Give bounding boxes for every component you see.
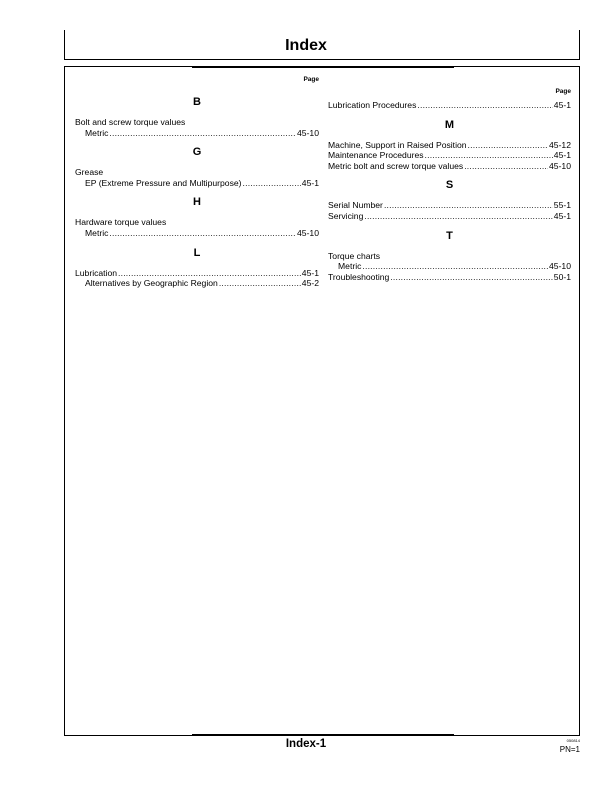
box-top-accent	[192, 66, 454, 68]
index-entry[interactable]	[328, 140, 571, 151]
page-title: Index	[285, 37, 327, 54]
index-entry-text: Serial Number	[328, 200, 383, 211]
dot-leader	[417, 100, 552, 111]
index-heading: Torque charts	[328, 250, 381, 261]
index-entry-text: Lubrication Procedures	[328, 100, 417, 110]
index-entry[interactable]	[328, 200, 571, 211]
header-bottom-rule	[64, 59, 580, 60]
index-entry-page: 45-1	[553, 150, 571, 161]
page-column-label: Page	[303, 76, 319, 83]
index-entry[interactable]	[75, 228, 319, 239]
section-letter: G	[192, 146, 202, 159]
index-entry-text: Metric bolt and screw torque values	[328, 160, 464, 171]
index-entry-page: 45-1	[553, 210, 571, 221]
dot-leader	[364, 211, 552, 222]
index-entry-page: 45-10	[549, 160, 571, 171]
index-entry-text: Machine, Support in Raised Position	[328, 139, 467, 150]
index-right-column	[328, 88, 571, 282]
section-letter: S	[445, 179, 454, 192]
dot-leader	[425, 150, 553, 161]
dot-leader	[118, 268, 301, 279]
index-entry-text: Maintenance Procedures	[328, 150, 424, 161]
section-letter: L	[193, 246, 201, 259]
index-entry-text: EP (Extreme Pressure and Multipurpose)	[85, 177, 242, 188]
index-entry-page: 45-10	[549, 261, 571, 272]
index-entry-page: 45-1	[301, 177, 319, 188]
dot-leader	[109, 228, 296, 239]
dot-leader	[109, 128, 296, 139]
index-entry[interactable]	[328, 272, 571, 283]
index-left-column	[75, 76, 319, 289]
index-entry-page: 45-2	[301, 278, 319, 289]
index-entry-page: 45-10	[297, 127, 319, 138]
page-number: Index-1	[285, 738, 327, 750]
index-entry-page: 50-1	[553, 271, 571, 282]
dot-leader	[243, 178, 301, 189]
index-entry[interactable]	[328, 100, 571, 111]
dot-leader	[464, 161, 548, 172]
index-heading: Hardware torque values	[75, 217, 167, 228]
index-entry[interactable]	[328, 211, 571, 222]
index-entry-text: Metric	[85, 227, 109, 238]
index-entry-text: Troubleshooting	[328, 271, 390, 282]
section-letter: M	[444, 118, 455, 131]
index-entry-page: 45-1	[553, 100, 571, 110]
index-entry-page: 45-10	[297, 227, 319, 238]
dot-leader	[362, 261, 548, 272]
index-entry[interactable]	[328, 261, 571, 272]
index-entry-page: 45-1	[301, 267, 319, 278]
index-heading: Grease	[75, 167, 104, 178]
dot-leader	[219, 278, 301, 289]
index-entry[interactable]	[328, 150, 571, 161]
index-entry-text: Metric	[338, 261, 362, 272]
index-entry-text: Alternatives by Geographic Region	[85, 278, 218, 289]
box-bottom-accent	[192, 734, 454, 736]
index-entry-text: Servicing	[328, 210, 364, 221]
dot-leader	[384, 200, 553, 211]
page-column-label: Page	[555, 88, 571, 95]
index-entry-page: 55-1	[553, 200, 571, 211]
index-heading: Bolt and screw torque values	[75, 117, 186, 127]
index-entry[interactable]	[75, 128, 319, 139]
section-letter: H	[193, 196, 201, 209]
index-entry[interactable]	[75, 278, 319, 289]
dot-leader	[390, 272, 552, 283]
section-letter: T	[446, 229, 453, 242]
index-entry-text: Lubrication	[75, 267, 118, 278]
index-entry[interactable]	[328, 161, 571, 172]
index-entry-page: 45-12	[549, 139, 571, 150]
section-letter: B	[193, 96, 201, 108]
index-entry[interactable]	[75, 178, 319, 189]
document-code: 050814	[566, 738, 580, 743]
pn-number: PN=1	[559, 745, 580, 754]
index-entry[interactable]	[75, 268, 319, 279]
index-entry-text: Metric	[85, 127, 109, 138]
dot-leader	[468, 140, 548, 151]
